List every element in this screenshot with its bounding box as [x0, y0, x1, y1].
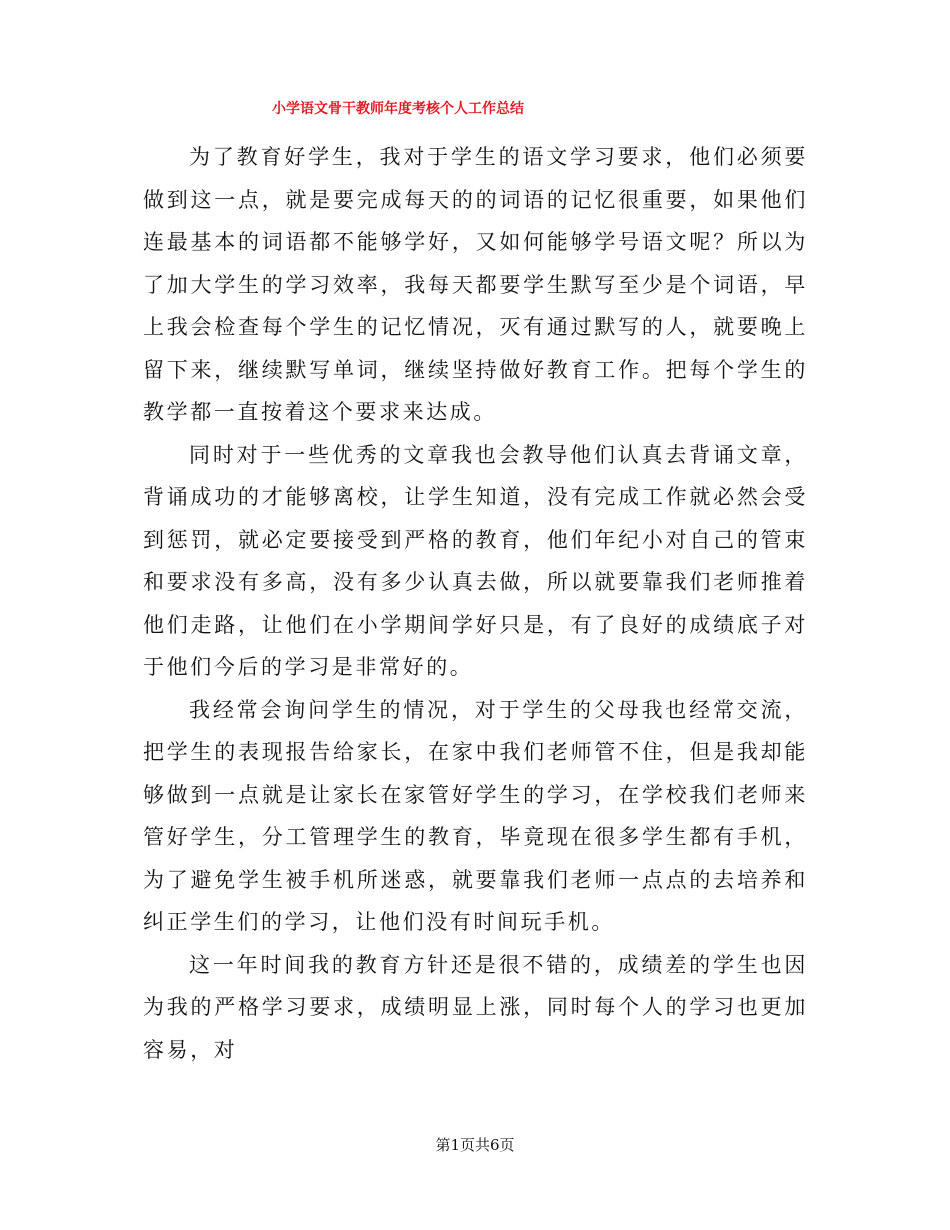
- paragraph-2: 同时对于一些优秀的文章我也会教导他们认真去背诵文章，背诵成功的才能够离校，让学生知道，没有完成工作就必然会受到惩罚，就必定要接受到严格的教育，他们年纪小对自己的管束和要求没有多高，没有多少认真去做，所以就要靠我们老师推着他们走路，让他们在小学期间学好只是，有了良好的成绩底子对于他们今后的学习是非常好的。: [143, 442, 808, 679]
- paragraph-1: 为了教育好学生，我对于学生的语文学习要求，他们必须要做到这一点，就是要完成每天的的词语的记忆很重要，如果他们连最基本的词语都不能够学好，又如何能够学号语文呢？所以为了加大学生的学习效率，我每天都要学生默写至少是个词语，早上我会检查每个学生的记忆情况，灭有通过默写的人，就要晚上留下来，继续默写单词，继续坚持做好教育工作。把每个学生的教学都一直按着这个要求来达成。: [143, 145, 808, 424]
- document-title: 小学语文骨干教师年度考核个人工作总结: [272, 101, 524, 117]
- page-number-footer: 第1页共6页: [435, 1136, 515, 1154]
- document-body: [143, 136, 808, 1071]
- paragraph-4: 这一年时间我的教育方针还是很不错的，成绩差的学生也因为我的严格学习要求，成绩明显上涨，同时每个人的学习也更加容易，对: [143, 952, 808, 1062]
- paragraph-3: 我经常会询问学生的情况，对于学生的父母我也经常交流，把学生的表现报告给家长，在家中我们老师管不住，但是我却能够做到一点就是让家长在家管好学生的学习，在学校我们老师来管好学生，分工管理学生的教育，毕竟现在很多学生都有手机，为了避免学生被手机所迷惑，就要靠我们老师一点点的去培养和纠正学生们的学习，让他们没有时间玩手机。: [143, 697, 808, 934]
